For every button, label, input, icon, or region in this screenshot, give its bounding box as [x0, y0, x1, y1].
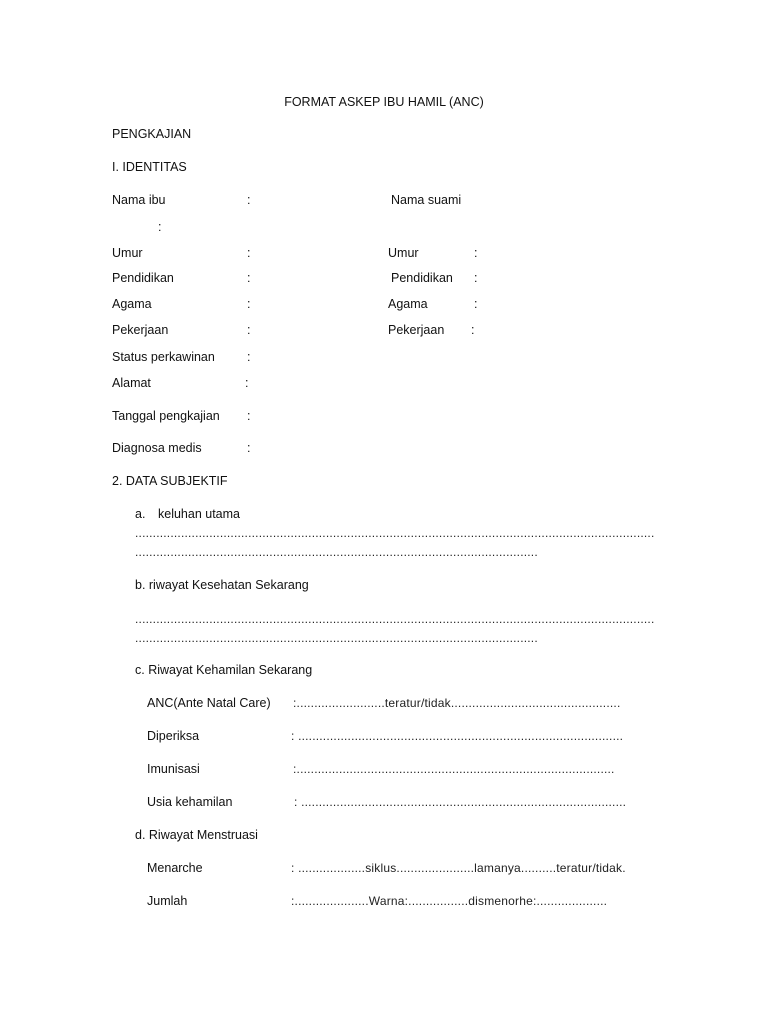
- anc-label: ANC(Ante Natal Care): [147, 696, 271, 710]
- field-agama-label: Agama: [112, 297, 152, 311]
- document-title: FORMAT ASKEP IBU HAMIL (ANC): [284, 95, 484, 109]
- field-umur-colon: :: [247, 246, 251, 260]
- field-diagnosa-medis-colon: :: [247, 441, 251, 455]
- riwayat-kesehatan-label: b. riwayat Kesehatan Sekarang: [135, 578, 309, 592]
- keluhan-utama-label: keluhan utama: [158, 507, 241, 521]
- field-agama-suami-label: Agama: [388, 297, 428, 311]
- field-tanggal-pengkajian-label: Tanggal pengkajian: [112, 409, 220, 423]
- field-tanggal-pengkajian-colon: :: [247, 409, 251, 423]
- section-identitas-heading: I. IDENTITAS: [112, 160, 187, 174]
- keluhan-utama-dots-line-1: ...................................................................................................................................................: [135, 526, 655, 540]
- jumlah-label: Jumlah: [147, 894, 188, 908]
- field-pekerjaan-suami-label: Pekerjaan: [388, 323, 445, 337]
- riwayat-menstruasi-label: d. Riwayat Menstruasi: [135, 828, 258, 842]
- riwayat-kehamilan-label: c. Riwayat Kehamilan Sekarang: [135, 663, 313, 677]
- usia-kehamilan-value: : ............................................................................................: [294, 795, 627, 809]
- field-status-perkawinan-colon: :: [247, 350, 251, 364]
- field-umur-suami-label: Umur: [388, 246, 419, 260]
- keluhan-utama-marker: a.: [135, 507, 146, 521]
- field-status-perkawinan-label: Status perkawinan: [112, 350, 215, 364]
- diperiksa-label: Diperiksa: [147, 729, 200, 743]
- riwayat-kesehatan-dots-line-1: ...................................................................................................................................................: [135, 612, 655, 626]
- field-pekerjaan-suami-colon: :: [471, 323, 475, 337]
- imunisasi-value: :..........................................................................................: [293, 762, 615, 776]
- jumlah-value: :.....................Warna:.................dismenorhe:....................: [291, 894, 608, 908]
- field-agama-suami-colon: :: [474, 297, 478, 311]
- field-pekerjaan-label: Pekerjaan: [112, 323, 169, 337]
- usia-kehamilan-label: Usia kehamilan: [147, 795, 233, 809]
- anc-value: :.........................teratur/tidak................................................: [293, 696, 621, 710]
- field-pendidikan-suami-colon: :: [474, 271, 478, 285]
- field-nama-ibu-label: Nama ibu: [112, 193, 166, 207]
- field-alamat-label: Alamat: [112, 376, 151, 390]
- menarche-value: : ...................siklus......................lamanya..........teratur/tidak.: [291, 861, 626, 875]
- field-umur-label: Umur: [112, 246, 143, 260]
- field-umur-suami-colon: :: [474, 246, 478, 260]
- menarche-label: Menarche: [147, 861, 203, 875]
- field-nama-ibu-colon: :: [247, 193, 251, 207]
- field-pendidikan-suami-label: Pendidikan: [391, 271, 453, 285]
- field-nama-suami-colon: :: [158, 220, 162, 234]
- field-pendidikan-colon: :: [247, 271, 251, 285]
- diperiksa-value: : ............................................................................................: [291, 729, 624, 743]
- field-diagnosa-medis-label: Diagnosa medis: [112, 441, 202, 455]
- section-data-subjektif-heading: 2. DATA SUBJEKTIF: [112, 474, 228, 488]
- field-pendidikan-label: Pendidikan: [112, 271, 174, 285]
- field-nama-suami-label: Nama suami: [391, 193, 462, 207]
- riwayat-kesehatan-dots-line-2: ..................................................................................................................: [135, 631, 538, 645]
- section-pengkajian: PENGKAJIAN: [112, 127, 192, 141]
- field-alamat-colon: :: [245, 376, 249, 390]
- field-agama-colon: :: [247, 297, 251, 311]
- field-pekerjaan-colon: :: [247, 323, 251, 337]
- keluhan-utama-dots-line-2: ..................................................................................................................: [135, 545, 538, 559]
- imunisasi-label: Imunisasi: [147, 762, 200, 776]
